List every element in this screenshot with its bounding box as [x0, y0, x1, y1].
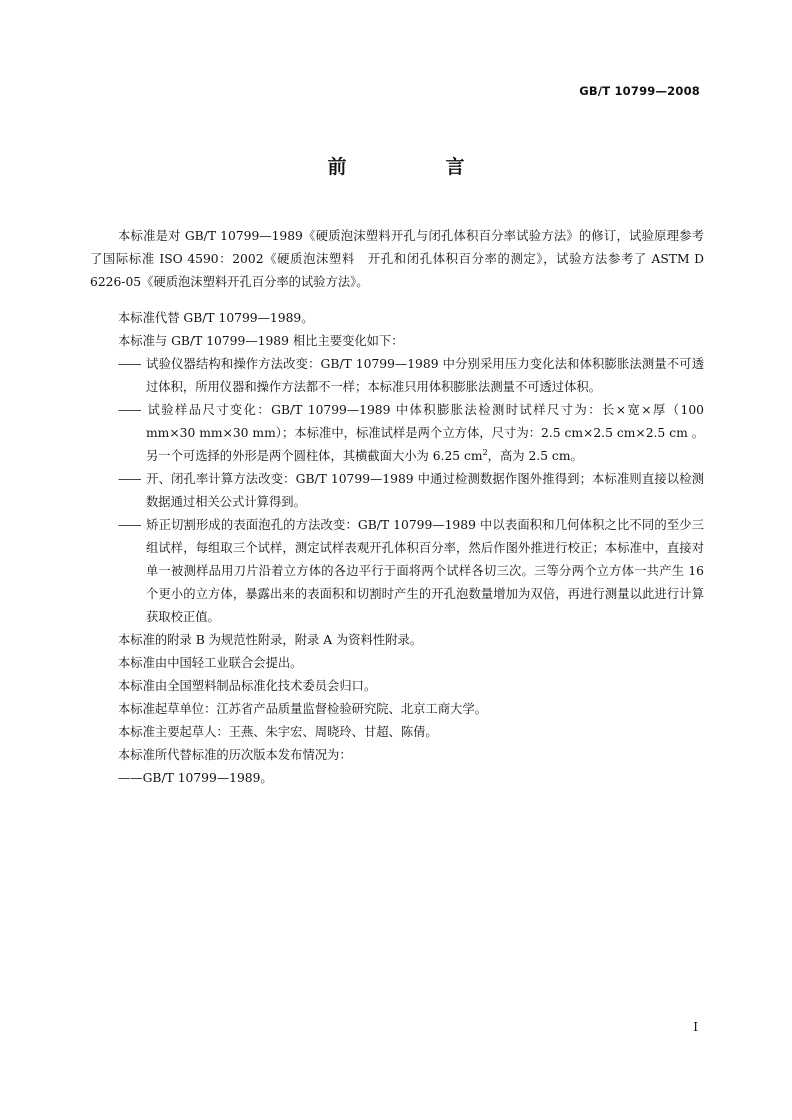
change-item	[118, 468, 704, 514]
change-item	[118, 514, 704, 629]
page-title: 前 言	[327, 156, 505, 178]
changes-intro: 本标准与 GB/T 10799—1989 相比主要变化如下：	[118, 333, 404, 348]
history-text: GB/T 10799—1989。	[142, 770, 273, 785]
intro-paragraph: 本标准是对 GB/T 10799—1989《硬质泡沫塑料开孔与闭孔体积百分率试验方法》的修订，试验原理参考了国际标准 ISO 4590：2002《硬质泡沫塑料 开孔和闭孔体积百分率的测定》，试验方法参考了 ASTM D 6226-05《硬质泡沫塑料开孔百分率的试验方法》。	[90, 229, 704, 290]
page-number: I	[693, 1020, 698, 1034]
note-line: 本标准由全国塑料制品标准化技术委员会归口。	[118, 678, 377, 693]
dash-mark: ——	[118, 402, 141, 417]
change-item	[118, 399, 704, 468]
superscript: 2	[482, 447, 488, 457]
dash-mark: ——	[118, 770, 143, 785]
note-line: 本标准主要起草人：王燕、朱宇宏、周晓玲、甘超、陈倩。	[118, 724, 438, 739]
change-text: 试验样品尺寸变化：GB/T 10799—1989 中体积膨胀法检测时试样尺寸为：长×宽×厚（100 mm×30 mm×30 mm）；本标准中，标准试样是两个立方体，尺寸为：2.5 cm×2.5 cm×2.5 cm 。另一个可选择的外形是两个圆柱体，其横截面大小为 6.25 cm	[146, 402, 704, 463]
history-item	[118, 767, 704, 790]
note-line: 本标准由中国轻工业联合会提出。	[118, 655, 303, 670]
replaces-paragraph: 本标准代替 GB/T 10799—1989。	[118, 310, 314, 325]
note-line: 本标准起草单位：江苏省产品质量监督检验研究院、北京工商大学。	[118, 701, 487, 716]
note-line: 本标准的附录 B 为规范性附录，附录 A 为资料性附录。	[118, 632, 423, 647]
change-item	[118, 353, 704, 399]
standard-number: GB/T 10799—2008	[579, 84, 700, 98]
dash-mark: ——	[118, 356, 141, 371]
change-text: 试验仪器结构和操作方法改变：GB/T 10799—1989 中分别采用压力变化法和体积膨胀法测量不可透过体积，所用仪器和操作方法都不一样；本标准只用体积膨胀法测量不可透过体积。	[146, 356, 704, 394]
dash-mark: ——	[118, 471, 141, 486]
change-text-tail: ，高为 2.5 cm。	[487, 448, 583, 463]
dash-mark: ——	[118, 517, 141, 532]
note-line: 本标准所代替标准的历次版本发布情况为：	[118, 747, 352, 762]
change-text: 开、闭孔率计算方法改变：GB/T 10799—1989 中通过检测数据作图外推得到；本标准则直接以检测数据通过相关公式计算得到。	[146, 471, 704, 509]
change-text: 矫正切割形成的表面泡孔的方法改变：GB/T 10799—1989 中以表面积和几何体积之比不同的至少三组试样，每组取三个试样，测定试样表观开孔体积百分率，然后作图外推进行校正；本标准中，直接对单一被测样品用刀片沿着立方体的各边平行于面将两个试样各切三次。三等分两个立方体一共产生 16 个更小的立方体，暴露出来的表面积和切割时产生的开孔泡数量增加为双倍，再进行测量以此进行计算获取校正值。	[146, 517, 704, 624]
foreword-body	[90, 213, 704, 790]
